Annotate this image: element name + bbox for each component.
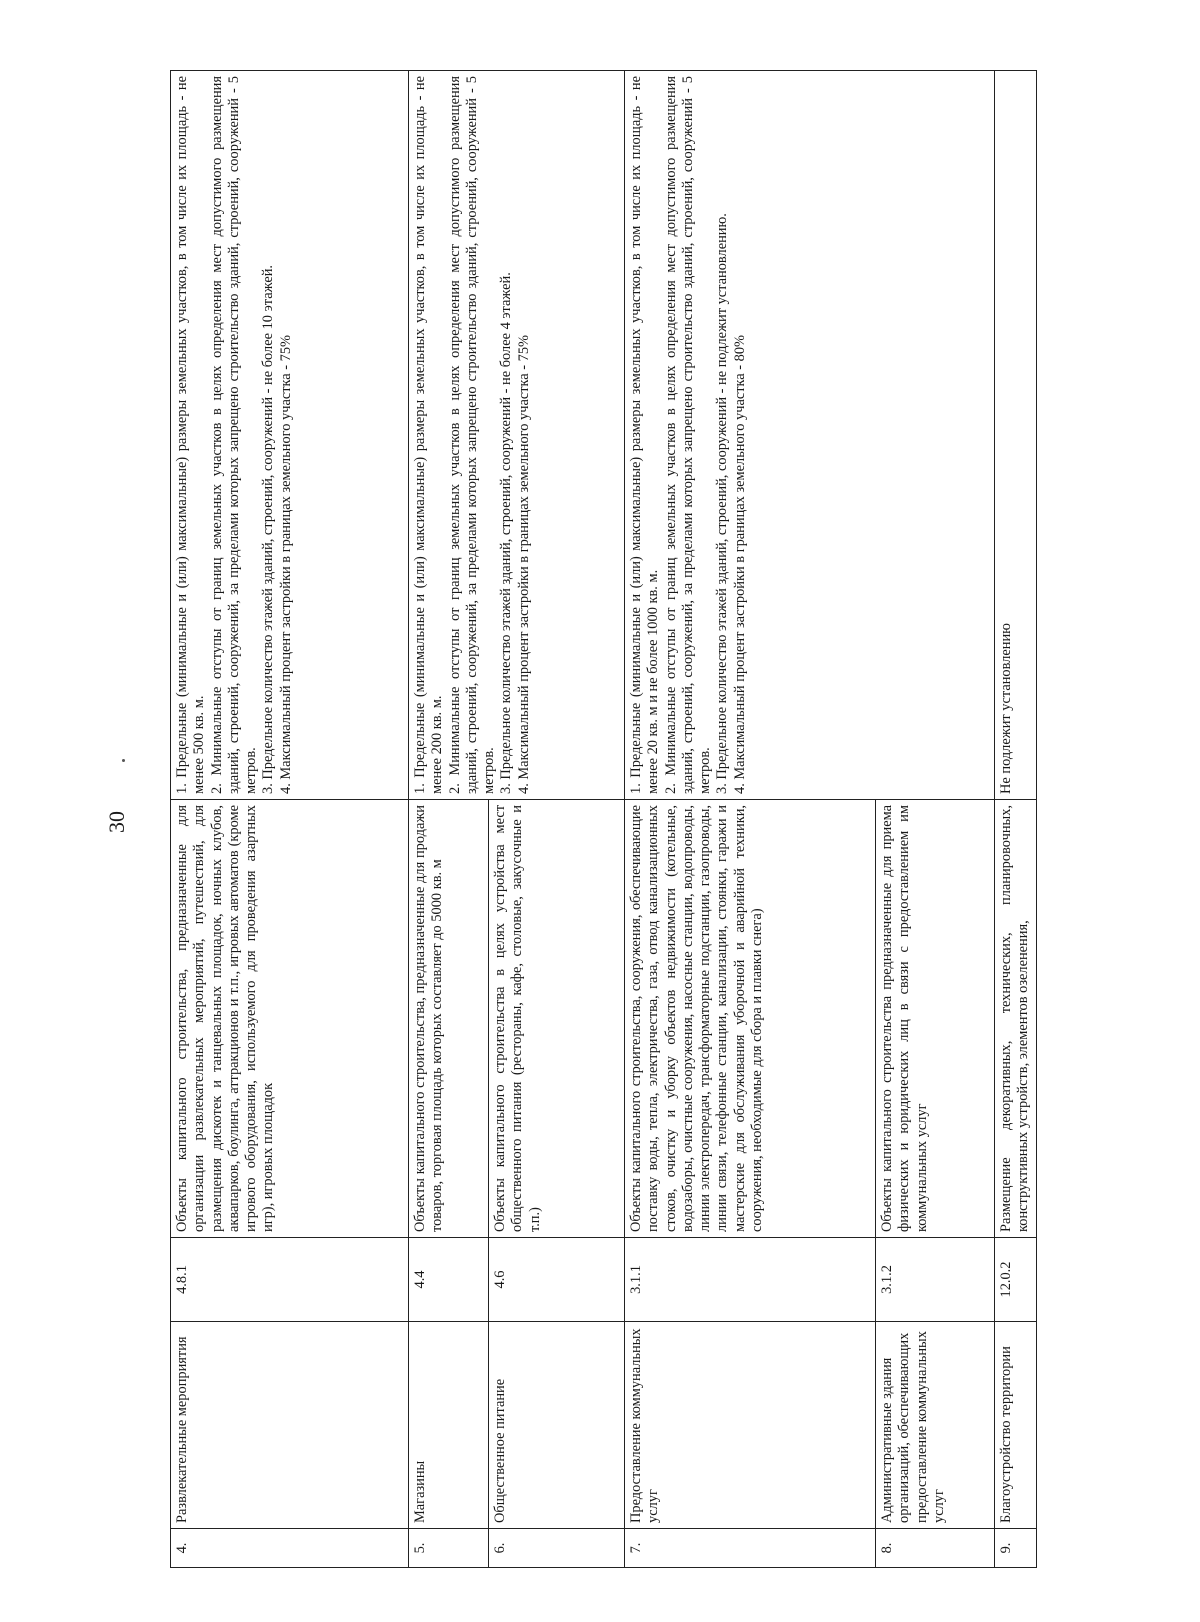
table-row — [995, 71, 1037, 1568]
use-parameters — [409, 71, 625, 800]
parameter-line: 3. Предельное количество этажей зданий, строений, сооружений - не подлежит установлению. — [714, 213, 731, 794]
use-parameters — [171, 71, 409, 800]
use-name: Магазины — [409, 1322, 489, 1529]
parameter-line: Не подлежит установлению — [998, 623, 1014, 794]
use-description: Объекты капитального строительства, предназначенные для продажи товаров, торговая площадь которых составляет до 5000 кв. м — [409, 800, 489, 1238]
table-row — [625, 71, 876, 1568]
parameter-line: 4. Максимальный процент застройки в границах земельного участка - 75% — [277, 334, 294, 794]
row-number: 8. — [876, 1529, 995, 1568]
table-row — [409, 71, 489, 1568]
use-code: 4.4 — [409, 1238, 489, 1322]
use-code: 3.1.1 — [625, 1238, 876, 1322]
parameter-line: 1. Предельные (минимальные и (или) максимальные) размеры земельных участков, в том числе их площадь - не менее 500 кв. м. — [174, 76, 208, 794]
use-name: Предоставление коммунальных услуг — [625, 1322, 876, 1529]
use-name: Административные здания организаций, обеспечивающих предоставление коммунальных услуг — [876, 1322, 995, 1529]
use-parameters — [625, 71, 995, 800]
use-description: Объекты капитального строительства предназначенные для приема физических и юридических лиц в связи с предоставлением им коммунальных услуг — [876, 800, 995, 1238]
use-code: 12.0.2 — [995, 1238, 1037, 1322]
page-number: 30 — [104, 811, 129, 833]
row-number: 6. — [489, 1529, 625, 1568]
scan-speck — [122, 759, 125, 762]
use-description: Размещение декоративных, технических, планировочных, конструктивных устройств, элементов озеленения, — [995, 800, 1037, 1238]
use-name: Общественное питание — [489, 1322, 625, 1529]
use-code: 4.8.1 — [171, 1238, 409, 1322]
parameter-line: 3. Предельное количество этажей зданий, строений, сооружений - не более 4 этажей. — [498, 272, 515, 794]
land-use-table — [170, 70, 1037, 1568]
use-description: Объекты капитального строительства в целях устройства мест общественного питания (рестораны, кафе, столовые, закусочные и т.п.) — [489, 800, 625, 1238]
row-number: 7. — [625, 1529, 876, 1568]
rotated-table-container — [170, 70, 1030, 1568]
parameter-line: 2. Минимальные отступы от границ земельных участков в целях определения мест допустимого размещения зданий, строений, сооружений, за пределами которых запрещено строительство зданий, строений, сооружений - 5 метров. — [446, 76, 498, 794]
parameter-line: 3. Предельное количество этажей зданий, строений, сооружений - не более 10 этажей. — [260, 264, 277, 794]
row-number: 5. — [409, 1529, 489, 1568]
use-code: 3.1.2 — [876, 1238, 995, 1322]
parameter-line: 2. Минимальные отступы от границ земельных участков в целях определения мест допустимого размещения зданий, строений, сооружений, за пределами которых запрещено строительство зданий, строений, сооружений - 5 метров. — [662, 76, 714, 794]
use-name: Благоустройство территории — [995, 1322, 1037, 1529]
use-parameters — [995, 71, 1037, 800]
parameter-line: 4. Максимальный процент застройки в границах земельного участка - 80% — [731, 334, 748, 794]
use-description: Объекты капитального строительства, предназначенные для организации развлекательных мероприятий, путешествий, для размещения дискотек и танцевальных площадок, ночных клубов, аквапарков, боулинга, аттракционов и т.п., игровых автоматов (кроме игрового оборудования, используемого для проведения азартных игр), игровых площадок — [171, 800, 409, 1238]
table-row — [171, 71, 409, 1568]
parameter-line: 1. Предельные (минимальные и (или) максимальные) размеры земельных участков, в том числе их площадь - не менее 200 кв. м. — [412, 76, 446, 794]
use-name: Развлекательные мероприятия — [171, 1322, 409, 1529]
parameter-line: 4. Максимальный процент застройки в границах земельного участка - 75% — [515, 334, 532, 794]
row-number: 4. — [171, 1529, 409, 1568]
parameter-line: 2. Минимальные отступы от границ земельных участков в целях определения мест допустимого размещения зданий, строений, сооружений, за пределами которых запрещено строительство зданий, строений, сооружений - 5 метров. — [208, 76, 260, 794]
use-code: 4.6 — [489, 1238, 625, 1322]
use-description: Объекты капитального строительства, сооружения, обеспечивающие поставку воды, тепла, электричества, газа, отвод канализационных стоков, очистку и уборку объектов недвижимости (котельные, водозаборы, очистные сооружения, насосные станции, водопроводы, линии электропередач, трансформаторные подстанции, газопроводы, линии связи, телефонные станции, канализации, стоянки, гаражи и мастерские для обслуживания уборочной и аварийной техники, сооружения, необходимые для сбора и плавки снега) — [625, 800, 876, 1238]
row-number: 9. — [995, 1529, 1037, 1568]
parameter-line: 1. Предельные (минимальные и (или) максимальные) размеры земельных участков, в том числе их площадь - не менее 20 кв. м и не более 1000 кв. м. — [628, 76, 662, 794]
